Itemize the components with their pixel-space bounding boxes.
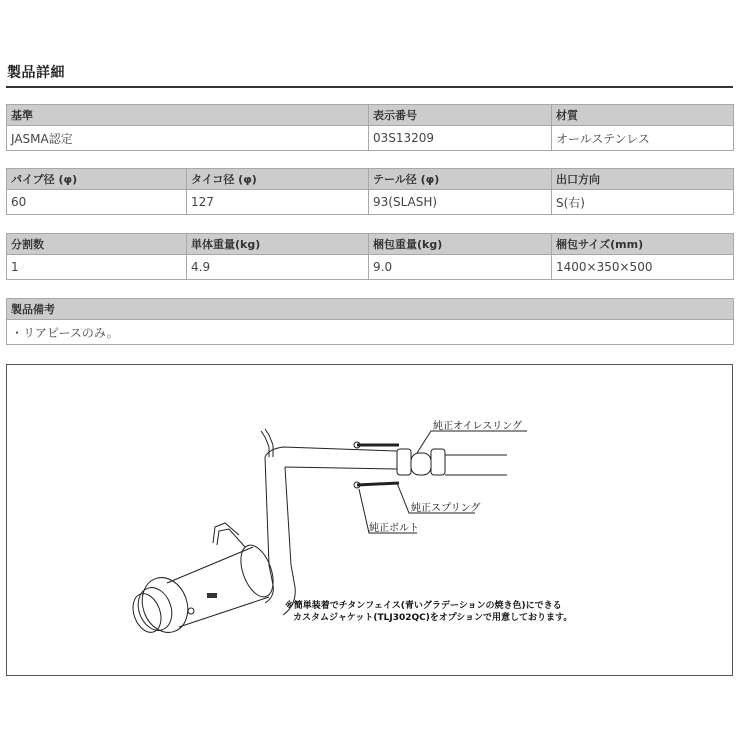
value-package-weight: 9.0 <box>369 255 552 280</box>
value-unit-weight: 4.9 <box>187 255 369 280</box>
header-unit-weight: 単体重量(kg) <box>187 234 369 255</box>
option-note-line-1: ※簡単装着でチタンフェイス(青いグラデーションの焼き色)にできる <box>285 601 562 611</box>
callout-bolt: 純正ボルト <box>369 523 419 534</box>
spec-table-dimensions <box>6 168 734 215</box>
value-display-number: 03S13209 <box>369 126 552 151</box>
value-material: オールステンレス <box>552 126 734 151</box>
value-package-size: 1400×350×500 <box>552 255 734 280</box>
value-tail-diameter: 93(SLASH) <box>369 190 552 215</box>
value-pieces: 1 <box>7 255 187 280</box>
callout-oil-ring: 純正オイレスリング <box>433 421 522 432</box>
header-package-weight: 梱包重量(kg) <box>369 234 552 255</box>
value-outlet-direction: S(右) <box>552 190 734 215</box>
header-tail-diameter: テール径 (φ) <box>369 169 552 190</box>
header-display-number: 表示番号 <box>369 105 552 126</box>
value-remarks: ・リアピースのみ。 <box>7 320 734 345</box>
spec-table-remarks <box>6 298 734 345</box>
header-standard: 基準 <box>7 105 369 126</box>
header-remarks: 製品備考 <box>7 299 734 320</box>
header-outlet-direction: 出口方向 <box>552 169 734 190</box>
header-package-size: 梱包サイズ(mm) <box>552 234 734 255</box>
product-diagram <box>6 364 733 676</box>
header-pipe-diameter: パイプ径 (φ) <box>7 169 187 190</box>
spec-table-weights <box>6 233 734 280</box>
spec-table-standard <box>6 104 734 151</box>
value-silencer-diameter: 127 <box>187 190 369 215</box>
header-material: 材質 <box>552 105 734 126</box>
value-pipe-diameter: 60 <box>7 190 187 215</box>
header-pieces: 分割数 <box>7 234 187 255</box>
option-note <box>285 600 572 624</box>
section-title: 製品詳細 <box>7 65 65 81</box>
callout-spring: 純正スプリング <box>411 503 481 514</box>
option-note-line-2: カスタムジャケット(TLJ302QC)をオプションで用意しております。 <box>293 613 573 623</box>
value-standard: JASMA認定 <box>7 126 369 151</box>
header-silencer-diameter: タイコ径 (φ) <box>187 169 369 190</box>
title-divider <box>6 86 733 88</box>
